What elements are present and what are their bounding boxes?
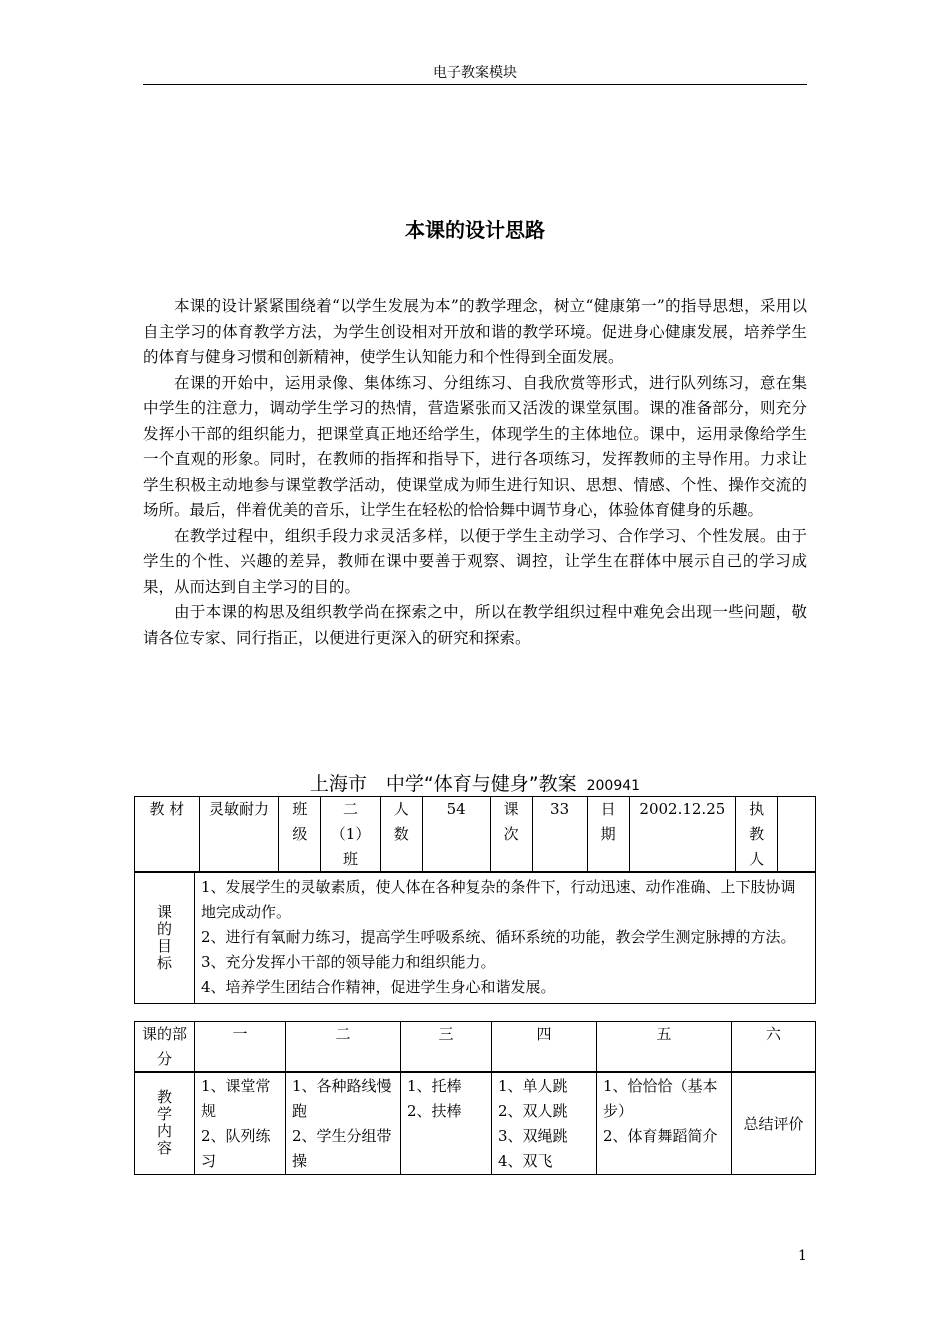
teacher-label: 执教人 <box>736 797 778 873</box>
content-item: 2、扶棒 <box>407 1102 462 1120</box>
teacher-value <box>778 797 816 873</box>
objectives-table <box>134 871 816 1004</box>
content-item: 总结评价 <box>743 1114 804 1133</box>
content-cell <box>597 1072 732 1175</box>
page-title: 本课的设计思路 <box>405 218 545 242</box>
page-number: 1 <box>798 1248 807 1264</box>
lesson-label: 课次 <box>490 797 532 873</box>
part-header: 一 <box>195 1022 286 1073</box>
content-item: 2、学生分组带操 <box>292 1127 392 1170</box>
part-header: 五 <box>597 1022 732 1073</box>
content-table <box>134 1071 816 1175</box>
parts-label: 课的部分 <box>135 1022 195 1073</box>
content-item: 2、队列练习 <box>201 1127 271 1170</box>
class-label: 班级 <box>279 797 321 873</box>
table-row <box>135 1072 816 1175</box>
paragraph: 在教学过程中，组织手段力求灵活多样，以便于学生主动学习、合作学习、个性发展。由于学生的个性、兴趣的差异，教师在课中要善于观察、调控，让学生在群体中展示自己的学习成果，从而达到自主学习的目的。 <box>143 526 807 596</box>
lesson-info-table <box>134 796 816 873</box>
content-cell <box>286 1072 401 1175</box>
table-row <box>135 1022 816 1073</box>
content-item: 1、单人跳 <box>498 1077 568 1095</box>
table-row <box>135 872 816 1004</box>
part-header: 三 <box>401 1022 492 1073</box>
paragraph: 本课的设计紧紧围绕着“以学生发展为本”的教学理念，树立“健康第一”的指导思想，采用以自主学习的体育教学方法，为学生创设相对开放和谐的教学环境。促进身心健康发展，培养学生的体育与健身习惯和创新精神，使学生认知能力和个性得到全面发展。 <box>143 297 807 366</box>
lesson-plan-title <box>0 771 950 799</box>
objective-item: 1、发展学生的灵敏素质，使人体在各种复杂的条件下，行动迅速、动作准确、上下肢协调地完成动作。 <box>201 878 796 921</box>
date-label: 日期 <box>587 797 629 873</box>
part-header: 六 <box>732 1022 816 1073</box>
content-item: 2、体育舞蹈简介 <box>603 1127 718 1145</box>
content-item: 2、双人跳 <box>498 1102 568 1120</box>
parts-table <box>134 1021 816 1073</box>
content-item: 3、双绳跳 <box>498 1127 568 1145</box>
material-value: 灵敏耐力 <box>199 797 279 873</box>
content-item: 1、课堂常规 <box>201 1077 271 1120</box>
content-cell <box>195 1072 286 1175</box>
class-value: 二（1）班 <box>321 797 380 873</box>
part-header: 二 <box>286 1022 401 1073</box>
objective-item: 4、培养学生团结合作精神，促进学生身心和谐发展。 <box>201 978 556 996</box>
date-value: 2002.12.25 <box>629 797 736 873</box>
content-item: 4、双飞 <box>498 1152 553 1170</box>
objective-item: 2、进行有氧耐力练习，提高学生呼吸系统、循环系统的功能，教会学生测定脉搏的方法。 <box>201 928 796 946</box>
content-label: 教学内容 <box>135 1072 195 1175</box>
count-value: 54 <box>422 797 490 873</box>
material-label: 教 材 <box>135 797 200 873</box>
design-text <box>143 294 807 651</box>
content-item: 1、各种路线慢跑 <box>292 1077 392 1120</box>
objectives-list <box>195 872 816 1004</box>
table-row <box>135 797 816 873</box>
part-header: 四 <box>492 1022 597 1073</box>
lesson-plan-heading: 上海市 中学“体育与健身”教案 <box>309 773 577 795</box>
content-cell <box>492 1072 597 1175</box>
content-cell <box>401 1072 492 1175</box>
paragraph: 由于本课的构思及组织教学尚在探索之中，所以在教学组织过程中难免会出现一些问题，敬请各位专家、同行指正，以便进行更深入的研究和探索。 <box>143 603 807 647</box>
objectives-label: 课的目标 <box>135 872 195 1004</box>
content-item: 1、恰恰恰（基本步） <box>603 1077 718 1120</box>
content-item: 1、托棒 <box>407 1077 462 1095</box>
paragraph: 在课的开始中，运用录像、集体练习、分组练习、自我欣赏等形式，进行队列练习，意在集中学生的注意力，调动学生学习的热情，营造紧张而又活泼的课堂氛围。课的准备部分，则充分发挥小干部的组织能力，把课堂真正地还给学生，体现学生的主体地位。课中，运用录像给学生一个直观的形象。同时，在教师的指挥和指导下，进行各项练习，发挥教师的主导作用。力求让学生积极主动地参与课堂教学活动，使课堂成为师生进行知识、思想、情感、个性、操作交流的场所。最后，伴着优美的音乐，让学生在轻松的恰恰舞中调节身心，体验体育健身的乐趣。 <box>143 373 807 519</box>
content-cell <box>732 1072 816 1175</box>
lesson-plan-number: 200941 <box>586 778 641 794</box>
lesson-value: 33 <box>532 797 587 873</box>
page-header: 电子教案模块 <box>143 62 807 85</box>
objective-item: 3、充分发挥小干部的领导能力和组织能力。 <box>201 953 496 971</box>
count-label: 人数 <box>380 797 422 873</box>
